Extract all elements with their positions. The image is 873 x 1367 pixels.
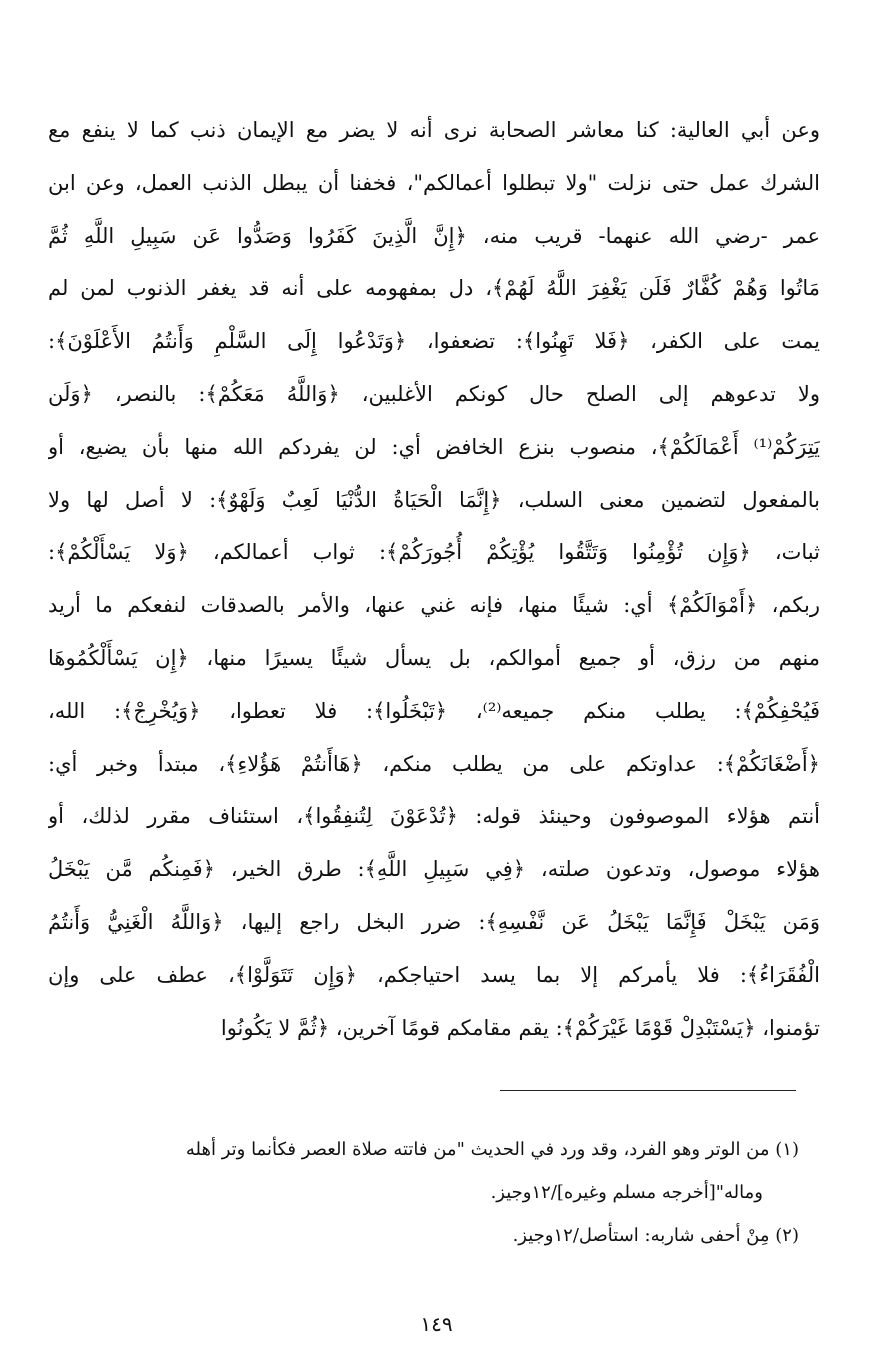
text-line: منهم من رزق، أو جميع أموالكم، بل يسأل شيئًا يسيرًا منها، ﴿إِن يَسْأَلْكُمُوهَا	[48, 645, 820, 670]
text-line: فَيُحْفِكُمْ﴾: يطلب منكم جميعه⁽²⁾، ﴿تَبْخَلُوا﴾: فلا تعطوا، ﴿وَيُخْرِجْ﴾: الله،	[48, 698, 820, 723]
text-line: وعن أبي العالية: كنا معاشر الصحابة نرى أنه لا يضر مع الإيمان ذنب كما لا ينفع مع	[48, 118, 820, 142]
text-line: ربكم، ﴿أَمْوَالَكُمْ﴾ أي: شيئًا منها، فإنه غني عنها، والأمر بالصدقات لنفعكم ما أريد	[48, 593, 820, 618]
page-number: ١٤٩	[420, 1312, 453, 1336]
text-line: الشرك عمل حتى نزلت "ولا تبطلوا أعمالكم"، فخفنا أن يبطل الذنب العمل، وعن ابن	[48, 170, 820, 195]
footnote-text: مِنْ أحفى شاربه: استأصل/١٢وجيز.	[512, 1225, 770, 1246]
footnote-2	[44, 1214, 799, 1257]
text-line: عمر -رضي الله عنهما- قريب منه، ﴿إِنَّ الَّذِينَ كَفَرُوا وَصَدُّوا عَن سَبِيلِ اللَّهِ ثُمَّ	[48, 223, 820, 248]
footnotes	[44, 1128, 799, 1257]
footnote-text: من الوتر وهو الفرد، وقد ورد في الحديث "من فاتته صلاة العصر فكأنما وتر أهله	[185, 1139, 770, 1160]
text-line: بالمفعول لتضمين معنى السلب، ﴿إِنَّمَا الْحَيَاةُ الدُّنْيَا لَعِبٌ وَلَهْوٌ﴾: لا أصل لها ولا	[48, 487, 820, 512]
text-line: وَمَن يَبْخَلْ فَإِنَّمَا يَبْخَلُ عَن نَّفْسِهِ﴾: ضرر البخل راجع إليها، ﴿وَاللَّهُ الْغَنِيُّ وَأَنتُمُ	[48, 909, 820, 934]
text-line: الْفُقَرَاءُ﴾: فلا يأمركم إلا بما يسد احتياجكم، ﴿وَإِن تَتَوَلَّوْا﴾، عطف على وإن	[48, 962, 820, 987]
footnote-1	[44, 1128, 799, 1171]
footnote-1-continuation: وماله"[أخرجه مسلم وغيره]/١٢وجيز.	[490, 1182, 763, 1203]
text-line: يَتِرَكُمْ⁽¹⁾ أَعْمَالَكُمْ﴾، منصوب بنزع الخافض أي: لن يفردكم الله منها بأن يضيع، أو	[48, 434, 820, 459]
text-line: يمت على الكفر، ﴿فَلا تَهِنُوا﴾: تضعفوا، ﴿وَتَدْعُوا إِلَى السَّلْمِ وَأَنتُمُ الأَعْلَوْنَ﴾:	[48, 329, 820, 354]
text-line: ثبات، ﴿وَإِن تُؤْمِنُوا وَتَتَّقُوا يُؤْتِكُمْ أُجُورَكُمْ﴾: ثواب أعمالكم، ﴿وَلا يَسْأَلْكُمْ﴾:	[48, 540, 820, 565]
text-line: مَاتُوا وَهُمْ كُفَّارٌ فَلَن يَغْفِرَ اللَّهُ لَهُمْ﴾، دل بمفهومه على أنه قد يغفر الذنوب لمن لم	[48, 276, 820, 301]
text-line: هؤلاء موصول، وتدعون صلته، ﴿فِي سَبِيلِ اللَّهِ﴾: طرق الخير، ﴿فَمِنكُم مَّن يَبْخَلُ	[48, 857, 820, 882]
footnote-divider	[500, 1090, 796, 1091]
text-line: ولا تدعوهم إلى الصلح حال كونكم الأغلبين، ﴿وَاللَّهُ مَعَكُمْ﴾: بالنصر، ﴿وَلَن	[48, 381, 820, 406]
text-line: ﴿أَضْغَانَكُمْ﴾: عداوتكم على من يطلب منكم، ﴿هَاأَنتُمْ هَؤُلاءِ﴾، مبتدأ وخبر أي:	[48, 751, 820, 776]
footnote-marker: (٢)	[775, 1225, 799, 1246]
text-line: أنتم هؤلاء الموصوفون وحينئذ قوله: ﴿تُدْعَوْنَ لِتُنفِقُوا﴾، استئناف مقرر لذلك، أو	[48, 804, 820, 829]
main-text	[48, 104, 820, 1054]
text-line: تؤمنوا، ﴿يَسْتَبْدِلْ قَوْمًا غَيْرَكُمْ﴾: يقم مقامكم قومًا آخرين، ﴿ثُمَّ لا يَكُونُوا	[220, 1015, 820, 1040]
footnote-marker: (١)	[775, 1139, 799, 1160]
